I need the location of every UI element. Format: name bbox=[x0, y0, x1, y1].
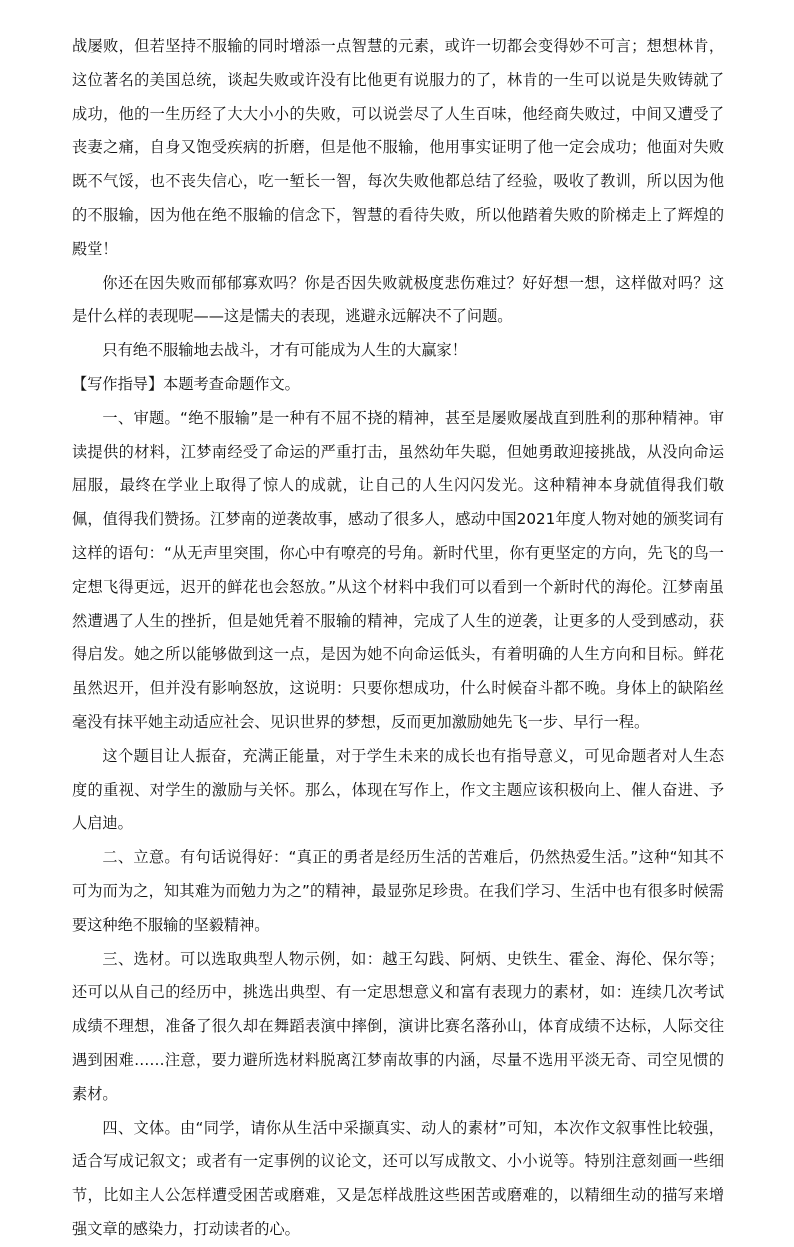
paragraph-topic-significance: 这个题目让人振奋，充满正能量，对于学生未来的成长也有指导意义，可见命题者对人生态度的重视、对学生的激励与关怀。那么，体现在写作上，作文主题应该积极向上、催人奋进、予人启迪。 bbox=[72, 746, 724, 833]
paragraph-lincoln: 战屡败，但若坚持不服输的同时增添一点智慧的元素，或许一切都会变得妙不可言；想想林肯，这位著名的美国总统，谈起失败或许没有比他更有说服力的了，林肯的一生可以说是失败铸就了成功，他的一生历经了大大小小的失败，可以说尝尽了人生百味，他经商失败过，中间又遭受了丧妻之痛，自身又饱受疾病的折磨，但是他不服输，他用事实证明了他一定会成功；他面对失败既不气馁，也不丧失信心，吃一堑长一智，每次失败他都总结了经验，吸收了教训，所以因为他的不服输，因为他在绝不服输的信念下，智慧的看待失败，所以他踏着失败的阶梯走上了辉煌的殿堂！ bbox=[72, 37, 724, 258]
paragraph-theme: 二、立意。有句话说得好：“真正的勇者是经历生活的苦难后，仍然热爱生活。”这种“知其不可为而为之，知其难为而勉力为之”的精神，最显弥足珍贵。在我们学习、生活中也有很多时候需要这种绝不服输的坚毅精神。 bbox=[72, 848, 724, 934]
paragraph-question: 你还在因失败而郁郁寡欢吗？你是否因失败就极度悲伤难过？好好想一想，这样做对吗？这是什么样的表现呢——这是懦夫的表现，逃避永远解决不了问题。 bbox=[72, 273, 724, 326]
paragraph-topic-analysis: 一、审题。“绝不服输”是一种有不屈不挠的精神，甚至是屡败屡战直到胜利的那种精神。审读提供的材料，江梦南经受了命运的严重打击，虽然幼年失聪，但她勇敢迎接挑战，从没向命运屈服，最终在学业上取得了惊人的成就，让自己的人生闪闪发光。这种精神本身就值得我们敬佩，值得我们赞扬。江梦南的逆袭故事，感动了很多人，感动中国2021年度人物对她的颁奖词有这样的语句：“从无声里突围，你心中有嘹亮的号角。新时代里，你有更坚定的方向，先飞的鸟一定想飞得更远，迟开的鲜花也会怒放。”从这个材料中我们可以看到一个新时代的海伦。江梦南虽然遭遇了人生的挫折，但是她凭着不服输的精神，完成了人生的逆袭，让更多的人受到感动，获得启发。她之所以能够做到这一点，是因为她不向命运低头，有着明确的人生方向和目标。鲜花虽然迟开，但并没有影响怒放，这说明：只要你想成功，什么时候奋斗都不晚。身体上的缺陷丝毫没有抹平她主动适应社会、见识世界的梦想，反而更加激励她先飞一步、早行一程。 bbox=[72, 408, 724, 731]
writing-guide-heading: 【写作指导】本题考查命题作文。 bbox=[72, 374, 300, 393]
paragraph-conclusion: 只有绝不服输地去战斗，才有可能成为人生的大赢家！ bbox=[102, 341, 467, 360]
paragraph-material: 三、选材。可以选取典型人物示例，如：越王勾践、阿炳、史铁生、霍金、海伦、保尔等；还可以从自己的经历中，挑选出典型、有一定思想意义和富有表现力的素材，如：连续几次考试成绩不理想，准备了很久却在舞蹈表演中摔倒，演讲比赛名落孙山，体育成绩不达标，人际交往遇到困难……注意，要力避所选材料脱离江梦南故事的内涵，尽量不选用平淡无奇、司空见惯的素材。 bbox=[72, 949, 724, 1103]
paragraph-genre: 四、文体。由“同学，请你从生活中采撷真实、动人的素材”可知，本次作文叙事性比较强，适合写成记叙文；或者有一定事例的议论文，还可以写成散文、小小说等。特别注意刻画一些细节，比如主人公怎样遭受困苦或磨难，又是怎样战胜这些困苦或磨难的，以精细生动的描写来增强文章的感染力，打动读者的心。 bbox=[72, 1118, 724, 1238]
document-page bbox=[72, 30, 724, 1247]
